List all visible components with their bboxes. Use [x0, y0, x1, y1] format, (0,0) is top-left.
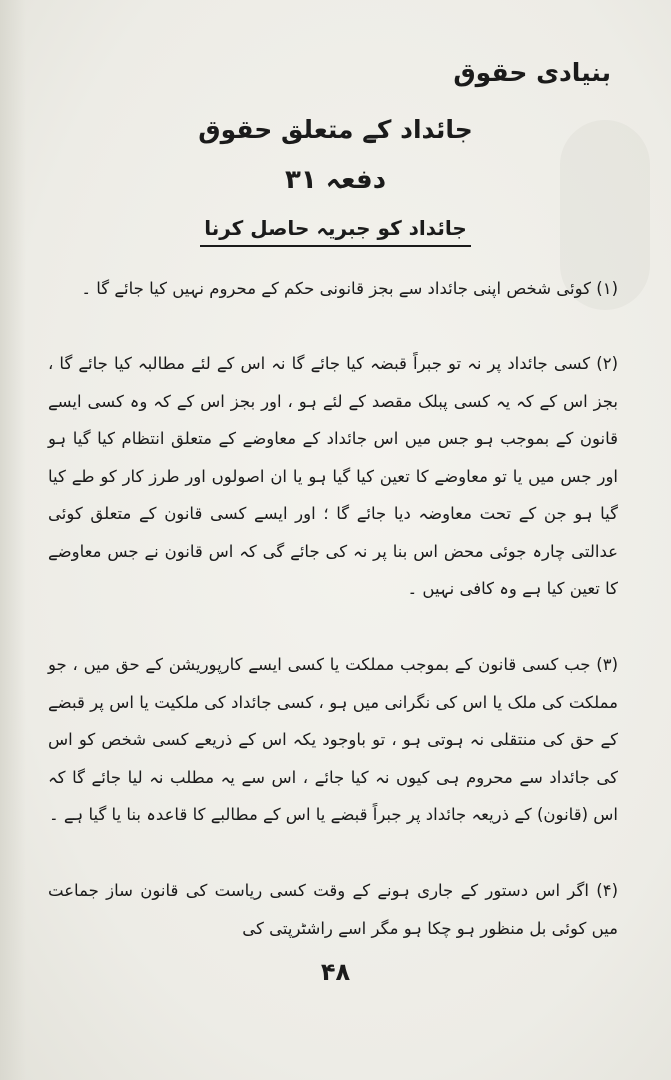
section-title-wrapper: [0, 216, 671, 247]
article-number: دفعہ ۳۱: [284, 165, 387, 195]
clause-3: (۳) جب کسی قانون کے بموجب مملکت یا کسی ایسے کارپوریشن کے حق میں ، جو مملکت کی ملک یا اس کی نگرانی میں ہو ، کسی جائداد کی ملکیت یا اس پر قبضے کے حق کی منتقلی نہ ہوتی ہو ، تو باوجود یکہ اس کے ذریعے کسی شخص کو اس کی جائداد سے محروم ہی کیوں نہ کیا جائے ، اس سے یہ مطلب نہ لیا جائے گا کہ اس (قانون) کے ذریعہ جائداد پر جبراً قبضے یا اس کے مطالبے کا قاعدہ بنا یا گیا ہے ۔: [48, 655, 618, 824]
section-title: جائداد کو جبریہ حاصل کرنا: [200, 216, 471, 247]
clause-2: (۲) کسی جائداد پر نہ تو جبراً قبضہ کیا جائے گا نہ اس کے لئے مطالبہ کیا جائے گا ، بجز اس کے کہ یہ کسی پبلک مقصد کے لئے ہو ، اور بجز اس کے کہ وہ کسی ایسے قانون کے بموجب ہو جس میں اس جائداد کے معاوضے کے متعلق انتظام کیا گیا ہو اور جس میں یا تو معاوضے کا تعین کیا گیا ہو یا ان اصولوں اور طرز کار کو طے کیا گیا ہو جن کے تحت معاوضہ دیا جائے گا ؛ اور ایسے کسی قانون کے متعلق کوئی عدالتی چارہ جوئی محض اس بنا پر نہ کی جائے گی کہ اس قانون نے جس معاوضے کا تعین کیا ہے وہ کافی نہیں ۔: [48, 354, 618, 598]
page-gutter-shadow: [0, 0, 26, 1080]
clause-1: (۱) کوئی شخص اپنی جائداد سے بجز قانونی حکم کے محروم نہیں کیا جائے گا ۔: [81, 279, 618, 298]
clause-4: (۴) اگر اس دستور کے جاری ہونے کے وقت کسی ریاست کی قانون ساز جماعت میں کوئی بل منظور ہو چکا ہو مگر اسے راشٹرپتی کی: [48, 881, 618, 938]
chapter-title: جائداد کے متعلق حقوق: [198, 115, 473, 144]
page-number: ۴۸: [320, 958, 351, 986]
running-head: بنیادی حقوق: [453, 58, 611, 87]
